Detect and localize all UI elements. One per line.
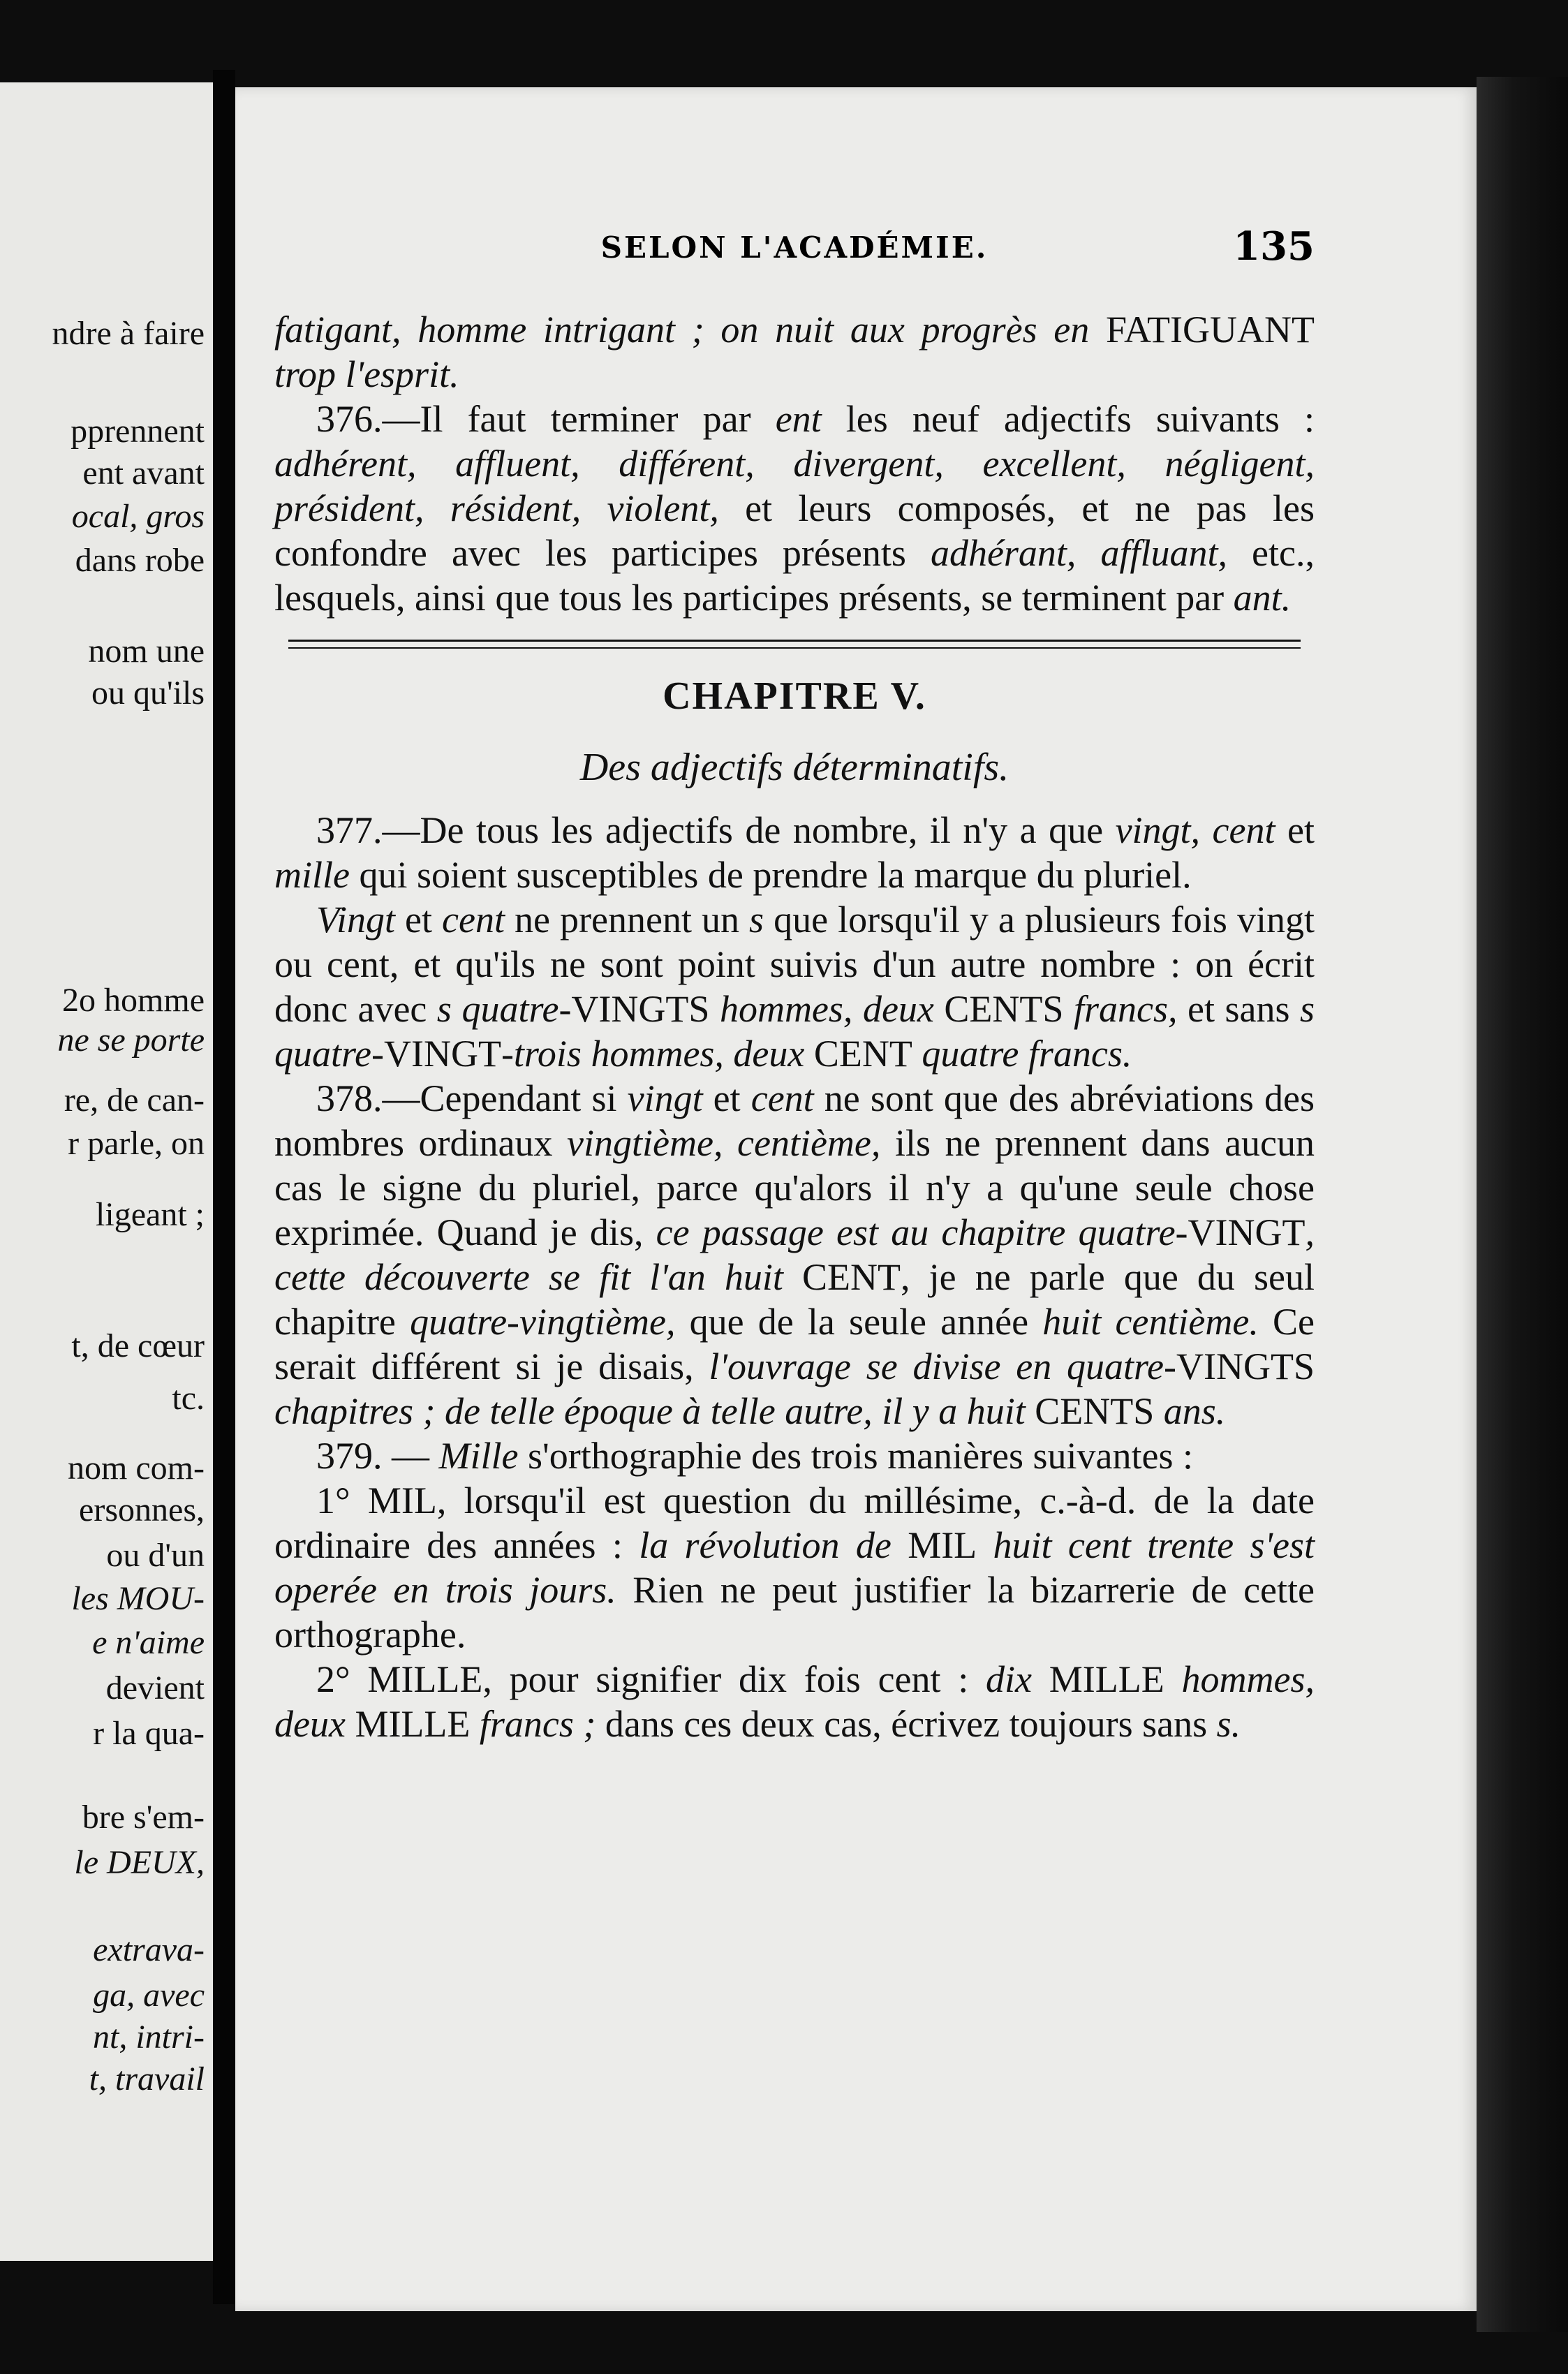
previous-page-fragment: 2o homme — [62, 982, 205, 1019]
previous-page-fragment: t, travail — [89, 2060, 205, 2097]
previous-page-fragment: t, de cœur — [71, 1327, 205, 1364]
previous-page-fragment: nom une — [88, 633, 205, 670]
chapter-title: CHAPITRE V. — [663, 674, 926, 718]
paragraph-continued: fatigant, homme intrigant ; on nuit aux progrès en FATIGUANT trop l'esprit. — [274, 309, 1315, 395]
paragraph-377: 377.—De tous les adjectifs de nombre, il n'y a que vingt, cent et mille qui soient susceptibles de prendre la marque du pluriel. — [274, 809, 1315, 896]
paragraph-vingt-cent: Vingt et cent ne prennent un s que lorsqu'il y a plusieurs fois vingt ou cent, et qu'ils ne sont point suivis d'un autre nombre : on écrit donc avec s quatre-VINGTS hommes, deux CENTS francs, et sans s quatre-VINGT-trois hommes, deux CENT quatre francs. — [274, 899, 1315, 1075]
page-text — [274, 307, 1315, 1746]
paragraph-376: 376.—Il faut terminer par ent les neuf adjectifs suivants : adhérent, affluent, différent, divergent, excellent, négligent, président, résident, violent, et leurs composés, et ne pas les confondre avec les participes présents adhérant, affluant, etc., lesquels, ainsi que tous les participes présents, se terminent par ant. — [274, 398, 1315, 619]
paragraph-378: 378.—Cependant si vingt et cent ne sont que des abréviations des nombres ordinaux vingtième, centième, ils ne prennent dans aucun cas le signe du pluriel, parce qu'alors il n'y a qu'une seule chose exprimée. Quand je dis, ce passage est au chapitre quatre-VINGT, cette découverte se fit l'an huit CENT, je ne parle que du seul chapitre quatre-vingtième, que de la seule année huit centième. Ce serait différent si je disais, l'ouvrage se divise en quatre-VINGTS chapitres ; de telle époque à telle autre, il y a huit CENTS ans. — [274, 1077, 1315, 1432]
previous-page-fragment: ou d'un — [106, 1537, 205, 1574]
previous-page-fragment: r la qua- — [93, 1715, 205, 1752]
previous-page-fragment: ga, avec — [93, 1977, 205, 2014]
previous-page-fragment: le DEUX, — [74, 1844, 205, 1881]
previous-page-fragment: ent avant — [82, 455, 205, 492]
previous-page-fragment: ne se porte — [57, 1022, 205, 1059]
page-edge-shadow — [1477, 77, 1568, 2332]
chapter-subtitle: Des adjectifs déterminatifs. — [579, 746, 1009, 789]
previous-page-fragment: nt, intri- — [92, 2019, 205, 2056]
paragraph-mil: 1° MIL, lorsqu'il est question du millésime, c.-à-d. de la date ordinaire des années : la révolution de MIL huit cent trente s'est operée en trois jours. Rien ne peut justifier la bizarrerie de cette orthographe. — [274, 1480, 1315, 1656]
previous-page-fragment: tc. — [172, 1380, 205, 1417]
paragraph-number: 379. — [316, 1435, 383, 1477]
previous-page-fragment: ndre à faire — [52, 315, 205, 352]
previous-page-fragment: ocal, gros — [71, 498, 205, 535]
page-number: 135 — [1233, 223, 1315, 270]
previous-page-fragment: ou qu'ils — [91, 674, 205, 712]
previous-page-fragment: bre s'em- — [82, 1799, 205, 1836]
previous-page-fragment: ligeant ; — [96, 1196, 205, 1233]
previous-page-fragment: dans robe — [75, 542, 205, 579]
section-divider — [288, 640, 1301, 649]
previous-page-fragment: extrava- — [93, 1931, 205, 1968]
book-page — [235, 87, 1477, 2311]
previous-page-fragment: les MOU- — [71, 1580, 205, 1617]
previous-page-fragment: re, de can- — [64, 1082, 205, 1119]
paragraph-379: 379. — Mille s'orthographie des trois manières suivantes : — [316, 1435, 1193, 1477]
paragraph-number: 378. — [316, 1077, 383, 1119]
paragraph-number: 376. — [316, 398, 383, 440]
previous-page-fragment: nom com- — [68, 1450, 205, 1487]
previous-page-fragment: e n'aime — [92, 1624, 205, 1661]
previous-page-fragment: ersonnes, — [79, 1491, 205, 1528]
previous-page-fragment: pprennent — [71, 413, 205, 450]
previous-page-fragment: r parle, on — [68, 1125, 205, 1162]
running-header — [274, 223, 1315, 286]
previous-page-strip — [0, 82, 213, 2261]
previous-page-fragment: devient — [105, 1669, 205, 1706]
paragraph-number: 377. — [316, 809, 383, 851]
binding-gutter — [213, 70, 235, 2304]
running-title: SELON L'ACADÉMIE. — [600, 230, 989, 265]
paragraph-mille: 2° MILLE, pour signifier dix fois cent : dix MILLE hommes, deux MILLE francs ; dans ces deux cas, écrivez toujours sans s. — [274, 1658, 1315, 1745]
